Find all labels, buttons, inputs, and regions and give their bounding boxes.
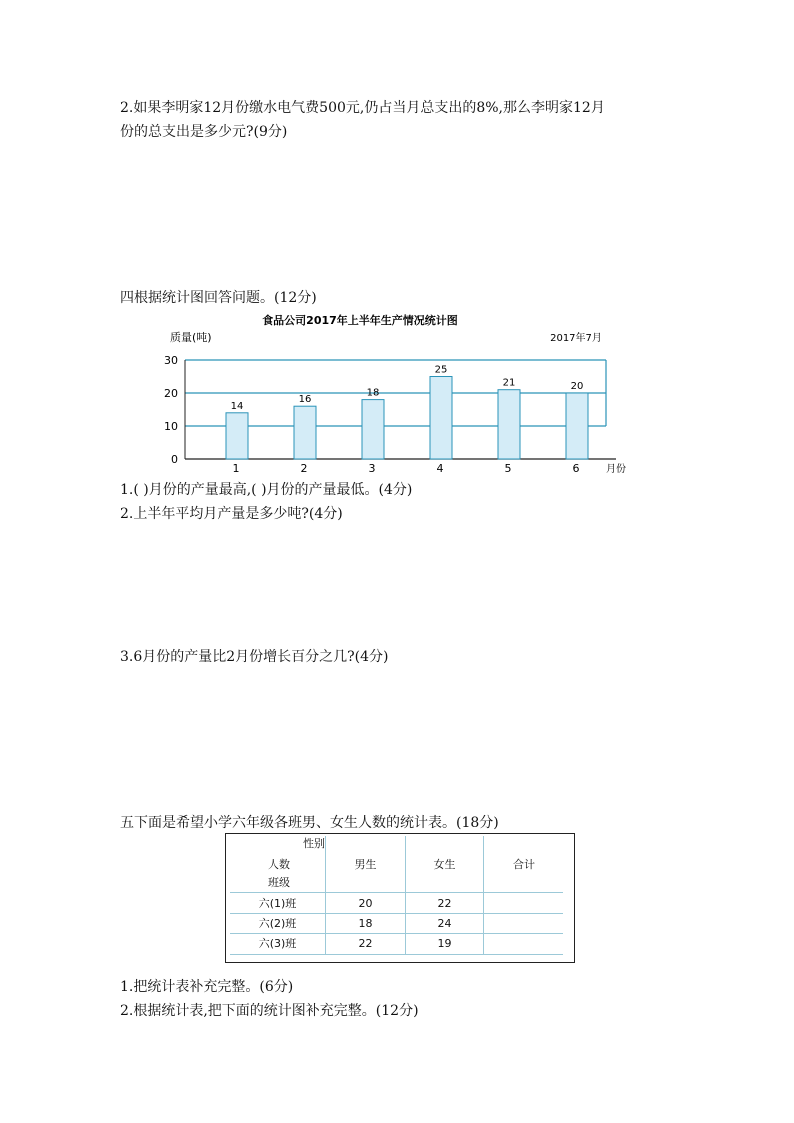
table-row-label: 六(1)班 [258, 897, 297, 910]
bar [362, 400, 384, 459]
section-4-question-3: 3.6月份的产量比2月份增长百分之几?(4分) [120, 649, 389, 665]
y-tick-label: 30 [164, 354, 178, 367]
table-row-label: 六(3)班 [258, 937, 297, 950]
x-tick-label: 1 [232, 462, 240, 475]
question-2-line-2: 份的总支出是多少元?(9分) [120, 124, 288, 140]
table-header-girls: 女生 [433, 858, 456, 871]
chart-title: 食品公司2017年上半年生产情况统计图 [262, 314, 458, 327]
chart-date: 2017年7月 [550, 333, 602, 344]
table-row-divider [230, 913, 563, 914]
table-row-label: 六(2)班 [258, 917, 297, 930]
x-tick-label: 2 [300, 462, 308, 475]
section-4-question-2: 2.上半年平均月产量是多少吨?(4分) [120, 506, 343, 522]
production-bar-chart [150, 308, 650, 480]
bar [294, 406, 316, 459]
x-tick-label: 4 [436, 462, 444, 475]
bar-value-label: 14 [230, 400, 244, 412]
bar-value-label: 25 [434, 364, 448, 376]
table-cell-girls: 19 [437, 937, 452, 950]
table-row-divider [230, 933, 563, 934]
y-tick-label: 0 [171, 453, 178, 466]
section-5-question-1: 1.把统计表补充完整。(6分) [120, 979, 294, 995]
bar-value-label: 21 [502, 377, 516, 389]
y-axis-label: 质量(吨) [170, 331, 212, 344]
table-corner-class: 班级 [268, 876, 290, 889]
table-row-divider [230, 892, 563, 893]
table-cell-girls: 22 [437, 897, 452, 910]
bar-value-label: 18 [366, 387, 380, 399]
table-cell-boys: 20 [358, 897, 373, 910]
x-tick-label: 6 [572, 462, 580, 475]
table-row-divider [230, 954, 563, 955]
bar [226, 413, 248, 459]
table-cell-girls: 24 [437, 917, 452, 930]
section-5-question-2: 2.根据统计表,把下面的统计图补充完整。(12分) [120, 1003, 419, 1019]
y-tick-label: 10 [164, 420, 178, 433]
x-axis-label: 月份 [606, 464, 626, 475]
bar-value-label: 16 [298, 394, 312, 406]
bar [566, 393, 588, 459]
table-corner-gender: 性别 [303, 837, 325, 850]
table-cell-boys: 18 [358, 917, 373, 930]
section-5-heading: 五下面是希望小学六年级各班男、女生人数的统计表。(18分) [120, 815, 499, 831]
section-4-heading: 四根据统计图回答问题。(12分) [120, 290, 317, 306]
table-cell-boys: 22 [358, 937, 373, 950]
x-tick-label: 3 [368, 462, 376, 475]
table-column-divider [483, 836, 484, 954]
table-header-boys: 男生 [354, 858, 377, 871]
bar [498, 390, 520, 459]
bar [430, 377, 452, 460]
y-tick-label: 20 [164, 387, 178, 400]
class-gender-table [225, 833, 575, 963]
table-header-total: 合计 [513, 858, 535, 871]
bar-value-label: 20 [570, 381, 584, 392]
section-4-question-1: 1.( )月份的产量最高,( )月份的产量最低。(4分) [120, 482, 413, 498]
question-2-line-1: 2.如果李明家12月份缴水电气费500元,仍占当月总支出的8%,那么李明家12月 [120, 100, 605, 116]
x-tick-label: 5 [504, 462, 512, 475]
table-corner-count: 人数 [268, 858, 290, 871]
